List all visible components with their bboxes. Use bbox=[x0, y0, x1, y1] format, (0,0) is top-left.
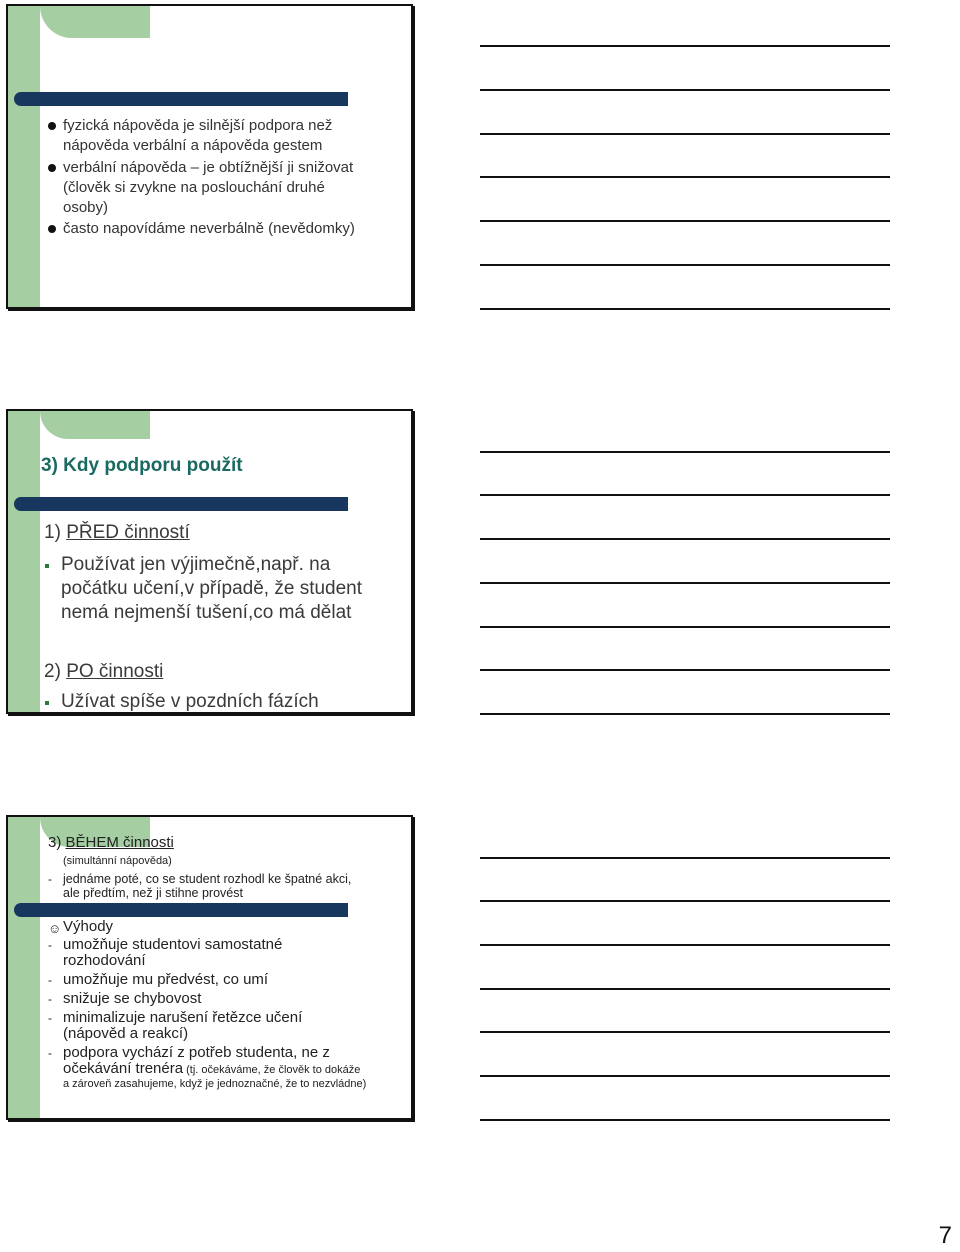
bullet-item bbox=[48, 219, 355, 239]
bullet-square-icon bbox=[45, 701, 49, 705]
bullet-item bbox=[48, 116, 332, 156]
bullet-line: osoby) bbox=[63, 199, 109, 216]
bullet-line: Používat jen výjimečně,např. na bbox=[61, 554, 331, 575]
bullet-line: nemá nejmenší tušení,co má dělat bbox=[61, 602, 352, 623]
slide-3 bbox=[6, 815, 413, 1120]
note-line bbox=[480, 669, 890, 671]
note-line bbox=[480, 451, 890, 453]
intro-line: jednáme poté, co se student rozhodl ke špatné akci, bbox=[63, 872, 352, 886]
section-heading-before bbox=[44, 522, 190, 544]
bullet-square-icon bbox=[45, 564, 49, 568]
note-line bbox=[480, 1031, 890, 1033]
bullet-line: (člověk si zvykne na poslouchání druhé bbox=[63, 179, 325, 196]
dash-marker: - bbox=[48, 973, 52, 987]
section-label: PO činnosti bbox=[66, 661, 164, 682]
note-line bbox=[480, 1119, 890, 1121]
note-line bbox=[480, 1075, 890, 1077]
bullet-line: počátku učení,v případě, že student bbox=[61, 578, 363, 599]
bullet-item bbox=[48, 158, 353, 218]
list-item: snižuje se chybovost bbox=[63, 990, 202, 1007]
bullet-dot-icon bbox=[48, 122, 56, 130]
advantages-title: Výhody bbox=[63, 918, 114, 935]
list-line: podpora vychází z potřeb studenta, ne z bbox=[63, 1044, 330, 1061]
note-line bbox=[480, 133, 890, 135]
slide-1 bbox=[6, 4, 413, 309]
list-item bbox=[63, 937, 282, 969]
page-number: 7 bbox=[938, 1222, 952, 1249]
note-line bbox=[480, 626, 890, 628]
bullet-line: fyzická nápověda je silnější podpora než bbox=[63, 117, 333, 134]
smiley-icon: ☺ bbox=[48, 921, 62, 936]
note-line bbox=[480, 582, 890, 584]
list-item bbox=[63, 1045, 360, 1078]
note-line bbox=[480, 538, 890, 540]
note-line bbox=[480, 45, 890, 47]
dash-marker: - bbox=[48, 938, 52, 952]
list-line: umožňuje studentovi samostatné bbox=[63, 936, 283, 953]
note-line bbox=[480, 494, 890, 496]
slide-title: 3) Kdy podporu použít bbox=[41, 455, 243, 476]
note-line bbox=[480, 308, 890, 310]
note-line bbox=[480, 89, 890, 91]
section-heading-after bbox=[44, 661, 163, 683]
dash-marker: - bbox=[48, 992, 52, 1006]
note-line bbox=[480, 944, 890, 946]
section-number: 1) bbox=[44, 522, 67, 543]
list-item: umožňuje mu předvést, co umí bbox=[63, 971, 269, 988]
bullet-dot-icon bbox=[48, 225, 56, 233]
section-number: 3) bbox=[48, 834, 66, 851]
note-line bbox=[480, 713, 890, 715]
list-item bbox=[63, 1010, 302, 1042]
section-number: 2) bbox=[44, 661, 67, 682]
note-line bbox=[480, 900, 890, 902]
note-line bbox=[480, 264, 890, 266]
bullet-line: Užívat spíše v pozdních fázích bbox=[61, 691, 319, 712]
list-line-small: (tj. očekáváme, že člověk to dokáže bbox=[183, 1064, 361, 1076]
note-line bbox=[480, 988, 890, 990]
subheading: (simultánní nápověda) bbox=[63, 855, 172, 867]
dash-marker: - bbox=[48, 1046, 52, 1060]
dash-marker: - bbox=[48, 1011, 52, 1025]
list-line: rozhodování bbox=[63, 952, 146, 969]
list-line: minimalizuje narušení řetězce učení bbox=[63, 1009, 303, 1026]
note-line bbox=[480, 176, 890, 178]
bullet-line: verbální nápověda – je obtížnější ji snižovat bbox=[63, 159, 354, 176]
bullet-line: nápověda verbální a nápověda gestem bbox=[63, 137, 323, 154]
dash-marker: - bbox=[48, 872, 52, 886]
slide-2 bbox=[6, 409, 413, 714]
bullet-item bbox=[45, 553, 362, 625]
intro-line: ale předtím, než ji stihne provést bbox=[63, 886, 243, 900]
intro-text bbox=[63, 872, 351, 900]
bullet-item bbox=[45, 690, 319, 714]
section-label: PŘED činností bbox=[66, 522, 190, 543]
note-line bbox=[480, 220, 890, 222]
list-line: (nápověd a reakcí) bbox=[63, 1025, 189, 1042]
final-note: a zároveň zasahujeme, když je jednoznačné, že to nezvládne) bbox=[63, 1078, 367, 1090]
section-heading-during bbox=[48, 834, 174, 851]
list-line-large: očekávání trenéra bbox=[63, 1060, 184, 1077]
section-label: BĚHEM činnosti bbox=[65, 834, 174, 851]
bullet-line: často napovídáme neverbálně (nevědomky) bbox=[63, 220, 355, 237]
note-line bbox=[480, 857, 890, 859]
bullet-dot-icon bbox=[48, 164, 56, 172]
